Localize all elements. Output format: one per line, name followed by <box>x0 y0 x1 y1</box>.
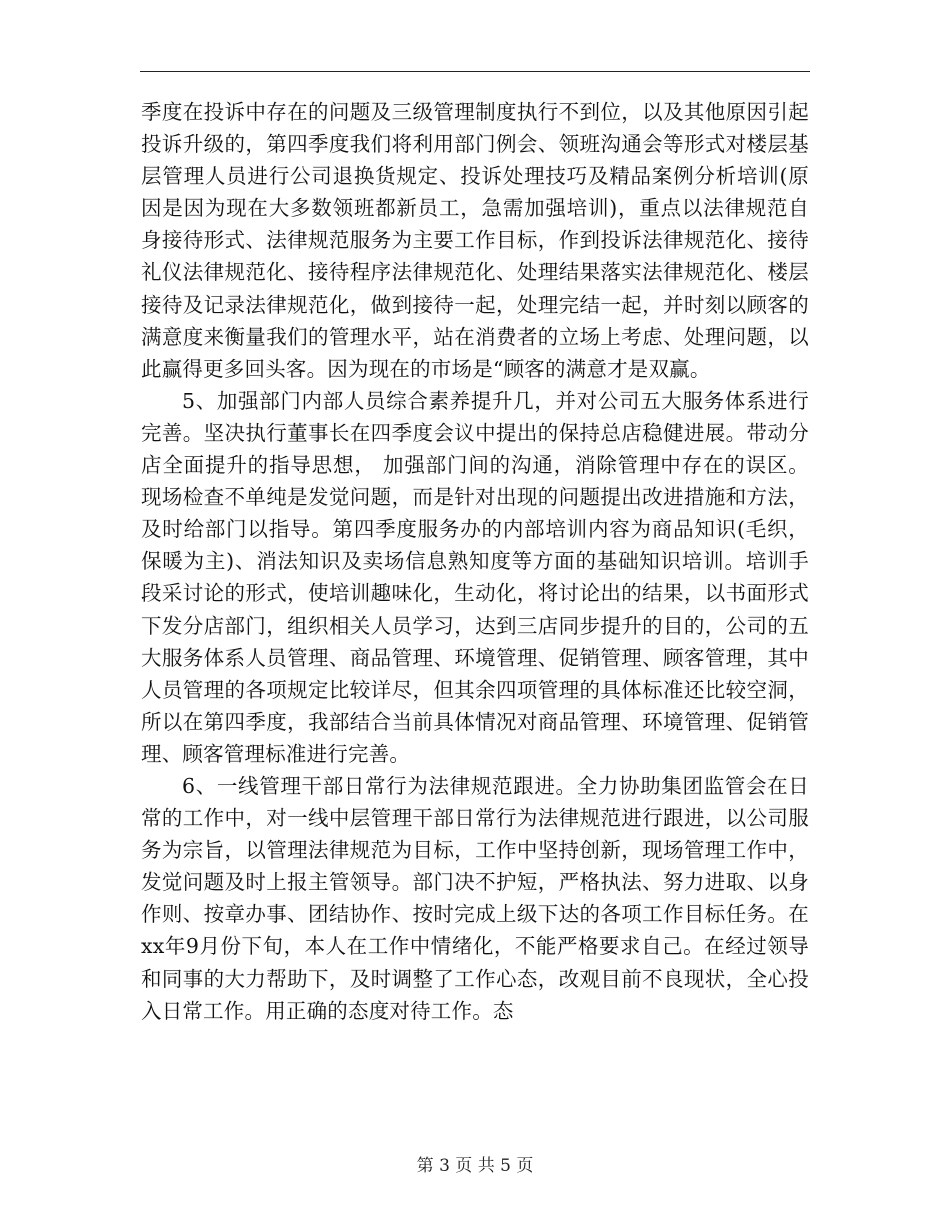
paragraph-continued: 季度在投诉中存在的问题及三级管理制度执行不到位，以及其他原因引起投诉升级的，第四季度我们将利用部门例会、领班沟通会等形式对楼层基层管理人员进行公司退换货规定、投诉处理技巧及精品案例分析培训(原因是因为现在大多数领班都新员工，急需加强培训)，重点以法律规范自身接待形式、法律规范服务为主要工作目标，作到投诉法律规范化、接待礼仪法律规范化、接待程序法律规范化、处理结果落实法律规范化、楼层接待及记录法律规范化，做到接待一起，处理完结一起，并时刻以顾客的满意度来衡量我们的管理水平，站在消费者的立场上考虑、处理问题，以此赢得更多回头客。因为现在的市场是“顾客的满意才是双赢。 <box>141 100 809 381</box>
paragraph-item-5: 5、加强部门内部人员综合素养提升几，并对公司五大服务体系进行完善。坚决执行董事长在四季度会议中提出的保持总店稳健进展。带动分店全面提升的指导思想， 加强部门间的沟通，消除管理中存在的误区。现场检查不单纯是发觉问题，而是针对出现的问题提出改进措施和方法，及时给部门以指导。第四季度服务办的内部培训内容为商品知识(毛织，保暖为主)、消法知识及卖场信息熟知度等方面的基础知识培训。培训手段采讨论的形式，使培训趣味化，生动化，将讨论出的结果，以书面形式下发分店部门，组织相关人员学习，达到三店同步提升的目的，公司的五大服务体系人员管理、商品管理、环境管理、促销管理、顾客管理，其中人员管理的各项规定比较详尽，但其余四项管理的具体标准还比较空洞，所以在第四季度，我部结合当前具体情况对商品管理、环境管理、促销管理、顾客管理标准进行完善。 <box>141 388 809 766</box>
header-rule <box>140 71 810 72</box>
paragraph-item-6: 6、一线管理干部日常行为法律规范跟进。全力协助集团监管会在日常的工作中，对一线中层管理干部日常行为法律规范进行跟进，以公司服务为宗旨，以管理法律规范为目标，工作中坚持创新，现场管理工作中，发觉问题及时上报主管领导。部门决不护短，严格执法、努力进取、以身作则、按章办事、团结协作、按时完成上级下达的各项工作目标任务。在xx年9月份下旬，本人在工作中情绪化，不能严格要求自己。在经过领导和同事的大力帮助下，及时调整了工作心态，改观目前不良现状，全心投入日常工作。用正确的态度对待工作。态 <box>141 773 809 1023</box>
page-number-footer: 第 3 页 共 5 页 <box>416 1156 534 1176</box>
document-body <box>141 96 809 1027</box>
